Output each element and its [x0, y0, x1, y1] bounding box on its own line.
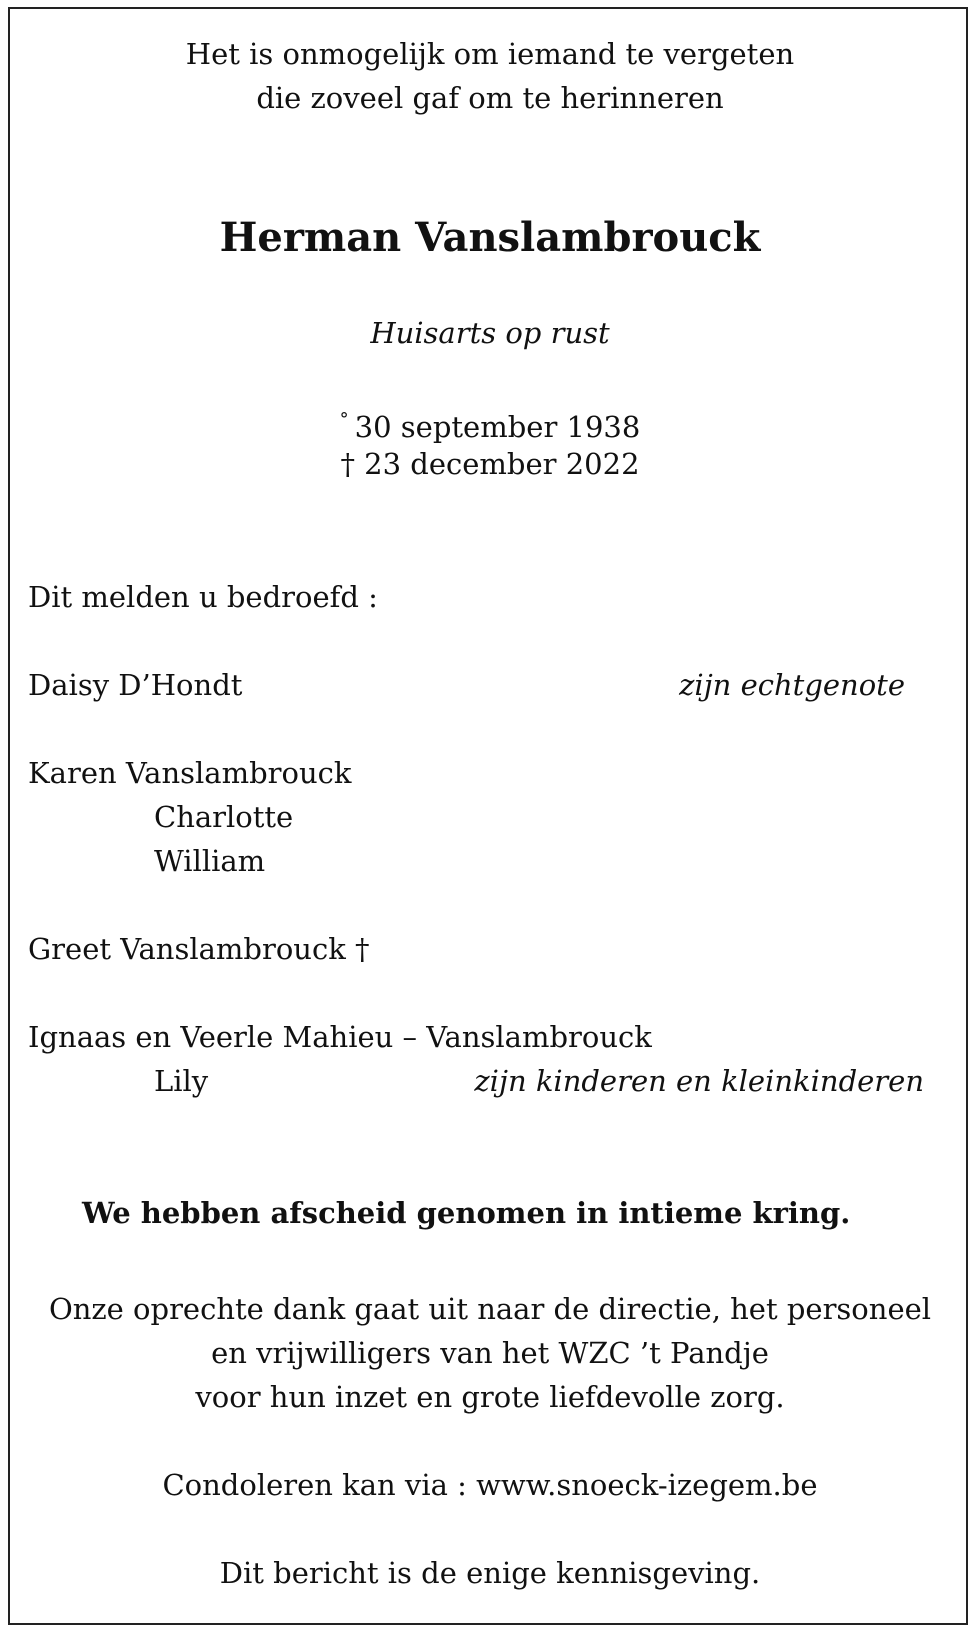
grandchild-name-1: Charlotte	[154, 800, 294, 834]
deceased-name: Herman Vanslambrouck	[219, 214, 761, 261]
condolence-link-text: Condoleren kan via : www.snoeck-izegem.be	[162, 1468, 818, 1502]
family-intro: Dit melden u bedroefd :	[28, 580, 378, 614]
motto-line-2: die zoveel gaf om te herinneren	[256, 81, 724, 115]
child-name-2: Greet Vanslambrouck †	[28, 932, 370, 966]
birth-symbol: °	[339, 409, 349, 430]
thanks-line-2: en vrijwilligers van het WZC ’t Pandje	[211, 1336, 769, 1370]
thanks-line-1: Onze oprechte dank gaat uit naar de directie, het personeel	[48, 1292, 932, 1326]
motto-line-1: Het is onmogelijk om iemand te vergeten	[185, 37, 795, 71]
grandchild-name-2: William	[154, 844, 266, 878]
spouse-role: zijn echtgenote	[679, 668, 905, 702]
grandchild-name-3: Lily	[154, 1064, 209, 1098]
birth-date-line	[0, 403, 980, 444]
children-role: zijn kinderen en kleinkinderen	[474, 1064, 924, 1098]
child-name-1: Karen Vanslambrouck	[28, 756, 352, 790]
spouse-name: Daisy D’Hondt	[28, 668, 243, 702]
farewell-statement: We hebben afscheid genomen in intieme kring.	[82, 1196, 851, 1230]
birth-date: 30 september 1938	[354, 410, 641, 444]
profession: Huisarts op rust	[370, 316, 610, 350]
notice-footer: Dit bericht is de enige kennisgeving.	[219, 1556, 761, 1590]
thanks-line-3: voor hun inzet en grote liefdevolle zorg.	[195, 1380, 785, 1414]
death-date: † 23 december 2022	[340, 447, 640, 481]
child-name-3: Ignaas en Veerle Mahieu – Vanslambrouck	[28, 1020, 652, 1054]
